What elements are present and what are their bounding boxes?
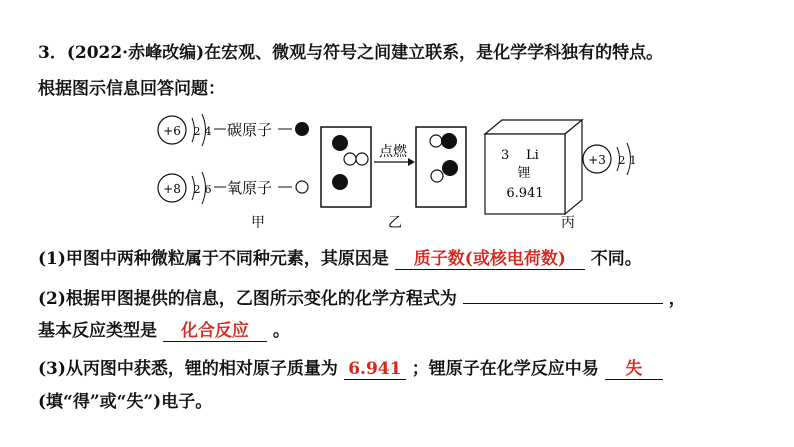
q2-line-1	[38, 284, 686, 309]
figure-label-bing: 丙	[561, 215, 575, 231]
reaction-arrow	[374, 143, 415, 166]
element-mass: 6.941	[506, 186, 544, 201]
figure	[0, 100, 794, 310]
q1-line	[38, 244, 642, 270]
q1-prefix: (1)甲图中两种微粒属于不同种元素，其原因是	[38, 249, 389, 269]
product-box	[416, 127, 466, 207]
q1-suffix: 不同。	[590, 249, 642, 269]
oxygen-atom-diagram	[158, 172, 308, 204]
element-number: 3	[501, 148, 510, 163]
q2-suffix: ，	[668, 289, 686, 309]
carbon-shell-1: 2	[193, 125, 201, 138]
q1-answer-blank: 质子数(或核电荷数)	[395, 244, 585, 270]
ignite-label: 点燃	[379, 144, 407, 160]
q3-prefix: (3)从丙图中获悉，锂的相对原子质量为	[38, 359, 338, 379]
q2-line2-prefix: 基本反应类型是	[38, 321, 157, 341]
question-line-1: 3．(2022·赤峰改编)在宏观、微观与符号之间建立联系，是化学学科独有的特点。	[38, 43, 664, 63]
oxygen-shell-1: 2	[193, 183, 201, 196]
q2-line-2	[38, 316, 290, 342]
question-line-2: 根据图示信息回答问题：	[38, 79, 225, 99]
oxygen-shell-2: 6	[204, 183, 212, 196]
oxygen-atom-label: 氧原子	[227, 179, 273, 197]
q2-answer-blank	[463, 303, 663, 304]
figure-label-jia: 甲	[251, 215, 265, 231]
element-card-lithium	[485, 120, 582, 214]
q3-electron-blank: 失	[605, 354, 663, 380]
q2-prefix: (2)根据甲图提供的信息，乙图所示变化的化学方程式为	[38, 289, 457, 309]
q3-line-1	[38, 354, 663, 380]
element-name: 锂	[517, 166, 531, 181]
q3-middle: ；锂原子在化学反应中易	[411, 359, 599, 379]
lithium-shell-1: 2	[618, 154, 626, 167]
carbon-atom-label: 碳原子	[227, 121, 273, 139]
q2-line2-suffix: 。	[272, 321, 290, 341]
figure-label-yi: 乙	[388, 215, 402, 231]
reactant-box	[321, 127, 371, 207]
q3-line-2: (填“得”或“失”)电子。	[38, 392, 213, 412]
q2-reaction-type-blank: 化合反应	[163, 316, 267, 342]
carbon-nucleus: +6	[163, 124, 181, 138]
oxygen-nucleus: +8	[163, 182, 181, 196]
carbon-atom-symbol	[295, 122, 309, 136]
lithium-nucleus: +3	[588, 153, 606, 167]
oxygen-atom-symbol	[296, 181, 308, 193]
lithium-atom-diagram	[583, 143, 637, 175]
element-symbol: Li	[526, 148, 539, 163]
carbon-atom-diagram	[158, 114, 309, 146]
lithium-shell-2: 1	[629, 154, 637, 167]
carbon-shell-2: 4	[204, 125, 212, 138]
q3-mass-blank: 6.941	[344, 359, 406, 380]
